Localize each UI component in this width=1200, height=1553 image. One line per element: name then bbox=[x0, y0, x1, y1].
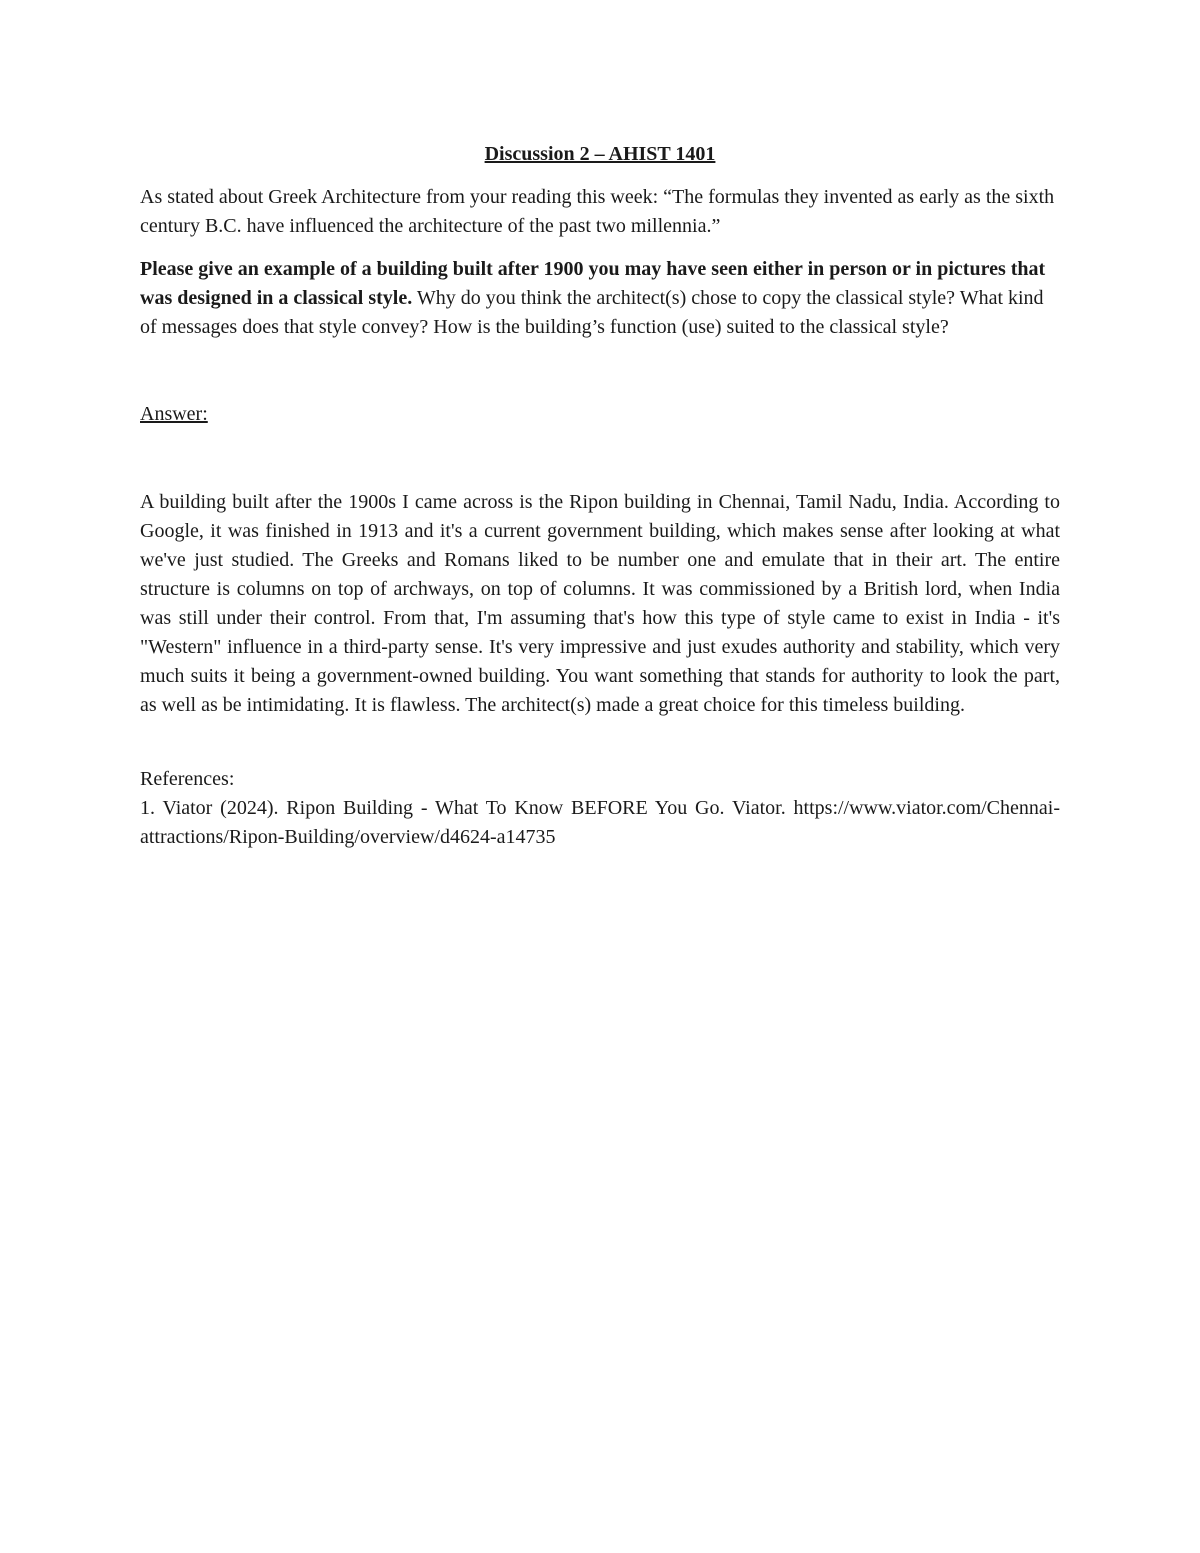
spacer bbox=[140, 429, 1060, 488]
spacer bbox=[140, 720, 1060, 765]
intro-paragraph: As stated about Greek Architecture from your reading this week: “The formulas they invented as early as the sixth century B.C. have influenced the architecture of the past two millennia.” bbox=[140, 186, 1055, 237]
prompt-paragraph bbox=[140, 255, 1060, 342]
answer-heading: Answer: bbox=[140, 403, 208, 425]
document-content bbox=[140, 140, 1060, 852]
document-title: Discussion 2 – AHIST 1401 bbox=[484, 143, 716, 165]
answer-paragraph: A building built after the 1900s I came across is the Ripon building in Chennai, Tamil Nadu, India. According to Google, it was finished in 1913 and it's a current government building, which makes sense after looking at what we've just studied. The Greeks and Romans liked to be number one and emulate that in their art. The entire structure is columns on top of archways, on top of columns. It was commissioned by a British lord, when India was still under their control. From that, I'm assuming that's how this type of style came to exist in India - it's "Western" influence in a third-party sense. It's very impressive and just exudes authority and stability, which very much suits it being a government-owned building. You want something that stands for authority to look the part, as well as be intimidating. It is flawless. The architect(s) made a great choice for this timeless building. bbox=[140, 491, 1060, 716]
spacer bbox=[140, 356, 1060, 400]
prompt-questions-text: Why do you think the architect(s) chose to copy the classical style? What kind of messages does that style convey? How is the building’s function (use) suited to the classical style? bbox=[140, 287, 1044, 338]
reference-item: 1. Viator (2024). Ripon Building - What To Know BEFORE You Go. Viator. https://www.viator.com/Chennai-attractions/Ripon-Building/overview/d4624-a14735 bbox=[140, 797, 1060, 848]
prompt-bold-text: Please give an example of a building built after 1900 you may have seen either in person or in pictures that was designed in a classical style. bbox=[140, 258, 1046, 309]
references-heading: References: bbox=[140, 768, 235, 790]
